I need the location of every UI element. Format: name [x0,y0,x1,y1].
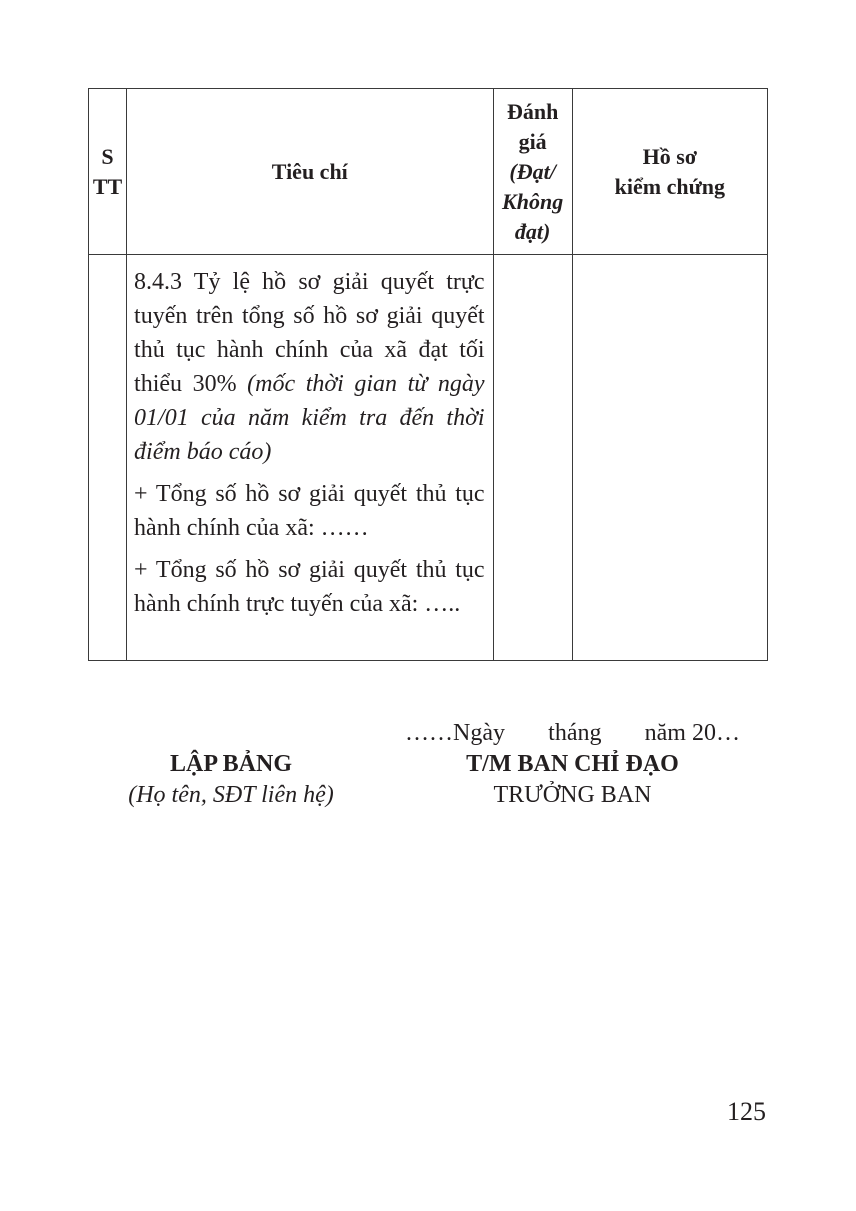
table-row [89,255,768,661]
date-day: ……Ngày [405,720,505,746]
criteria-item-2: + Tổng số hồ sơ giải quyết thủ tục hành chính trực tuyến của xã: ….. [134,557,485,617]
signature-right-role: TRƯỞNG BAN [493,782,652,808]
page-number: 125 [727,1097,766,1126]
table-header-row [89,89,768,255]
header-evidence [572,89,767,255]
signature-left [100,749,362,811]
header-evidence-line1: Hồ sơ [642,143,698,169]
signature-right-title: T/M BAN CHỈ ĐẠO [466,751,679,777]
criteria-table [88,88,768,661]
date-year: năm 20… [644,720,740,746]
row-stt [89,255,127,661]
header-evaluation-line5: đạt) [514,218,551,244]
signature-left-title: LẬP BẢNG [169,751,292,777]
criteria-note: (mốc thời gian từ ngày 01/01 của năm kiểm tra đến thời điểm báo cáo) [134,371,485,465]
signature-left-note: (Họ tên, SĐT liên hệ) [128,782,334,808]
row-evaluation [493,255,572,661]
row-criteria [127,255,494,661]
header-evaluation-line4: Không [502,188,564,214]
header-stt [89,89,127,255]
header-stt-line2: TT [92,173,123,199]
row-evidence [572,255,767,661]
header-evaluation-line1: Đánh [506,98,559,124]
criteria-text [134,265,485,469]
header-stt-line1: S [101,143,114,169]
header-evaluation [493,89,572,255]
signature-date [405,718,740,749]
date-month: tháng [548,720,602,746]
criteria-item-1: + Tổng số hồ sơ giải quyết thủ tục hành chính của xã: …… [134,481,485,541]
criteria-main: 8.4.3 Tỷ lệ hồ sơ giải quyết trực tuyến trên tổng số hồ sơ giải quyết thủ tục hành chính của xã đạt tối thiểu 30% [134,269,485,397]
signature-right [430,749,715,811]
header-evaluation-line3: (Đạt/ [509,158,556,184]
header-criteria: Tiêu chí [127,89,494,255]
header-evidence-line2: kiểm chứng [614,173,726,199]
header-evaluation-line2: giá [518,128,547,154]
